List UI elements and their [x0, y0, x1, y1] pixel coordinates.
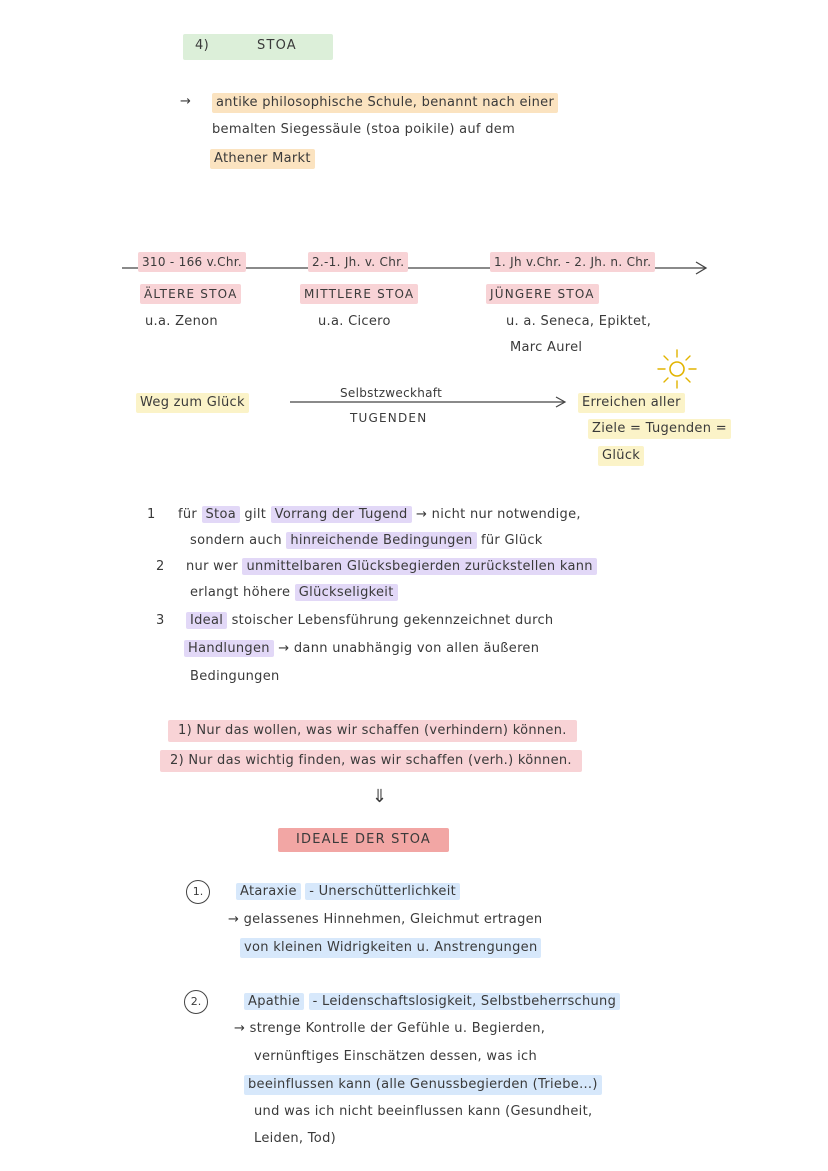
point2-line2 — [190, 584, 398, 602]
ideal2-line5: Leiden, Tod) — [254, 1131, 336, 1146]
point3-a: Ideal — [186, 612, 227, 629]
intro-line2: bemalten Siegessäule (stoa poikile) auf dem — [212, 122, 516, 137]
point2-a: nur wer — [186, 559, 239, 574]
rule-2: 2) Nur das wichtig finden, was wir schaffen (verh.) können. — [160, 750, 582, 772]
point3-num: 3 — [156, 613, 165, 628]
point3-l2b: → dann unabhängig von allen äußeren — [278, 641, 540, 656]
ideal2-line1: → strenge Kontrolle der Gefühle u. Begierden, — [234, 1021, 546, 1036]
point2-b: unmittelbaren Glücksbegierden zurückstellen kann — [242, 558, 596, 575]
point1-a: für — [178, 507, 198, 522]
point1-c: gilt — [244, 507, 267, 522]
heading-title: STOA — [257, 38, 297, 53]
period1-dates: 310 - 166 v.Chr. — [138, 252, 246, 272]
period1-name: ÄLTERE STOA — [140, 284, 241, 304]
ideal1-line1: → gelassenes Hinnehmen, Gleichmut ertragen — [228, 912, 543, 927]
point1-d: Vorrang der Tugend — [271, 506, 412, 523]
point1-e: → nicht nur notwendige, — [416, 507, 581, 522]
point1-l2b: hinreichende Bedingungen — [286, 532, 476, 549]
ideal2-num: 2. — [184, 990, 208, 1014]
intro-line1: antike philosophische Schule, benannt nach einer — [212, 93, 558, 113]
period2-dates: 2.-1. Jh. v. Chr. — [308, 252, 408, 272]
point3-b: stoischer Lebensführung gekennzeichnet durch — [231, 613, 554, 628]
period2-people: u.a. Cicero — [318, 314, 391, 329]
period3-name: JÜNGERE STOA — [486, 284, 599, 304]
path-end2: Ziele = Tugenden = — [588, 419, 731, 439]
period3-dates: 1. Jh v.Chr. - 2. Jh. n. Chr. — [490, 252, 655, 272]
period1-people: u.a. Zenon — [145, 314, 218, 329]
point3-line2 — [184, 640, 539, 658]
path-start: Weg zum Glück — [136, 393, 249, 413]
point2-l2a: erlangt höhere — [190, 585, 291, 600]
point3-l2a: Handlungen — [184, 640, 274, 657]
ideal2-line4: und was ich nicht beeinflussen kann (Gesundheit, — [254, 1104, 593, 1119]
path-end3: Glück — [598, 446, 644, 466]
ideal2-line3: beeinflussen kann (alle Genussbegierden (Triebe...) — [244, 1075, 602, 1095]
intro-line3: Athener Markt — [210, 149, 315, 169]
ideal2-def: - Leidenschaftslosigkeit, Selbstbeherrschung — [309, 993, 621, 1010]
ideal2-line2: vernünftiges Einschätzen dessen, was ich — [254, 1049, 538, 1064]
ideal1-head — [236, 883, 460, 901]
period3-people: u. a. Seneca, Epiktet, — [506, 314, 652, 329]
period3-people2: Marc Aurel — [510, 340, 583, 355]
ideals-title: IDEALE DER STOA — [278, 828, 449, 852]
point1-line2 — [190, 532, 543, 550]
sun-icon — [654, 347, 700, 391]
point3-line3: Bedingungen — [190, 669, 280, 684]
point1-l2a: sondern auch — [190, 533, 282, 548]
ideal1-def: - Unerschütterlichkeit — [305, 883, 460, 900]
heading-number: 4) — [195, 38, 209, 53]
point2-num: 2 — [156, 559, 165, 574]
path-below: TUGENDEN — [350, 411, 428, 425]
point3-line1 — [186, 612, 553, 630]
ideal2-head — [244, 993, 620, 1011]
conclusion-arrow: ⇓ — [372, 786, 388, 807]
ideal1-term: Ataraxie — [236, 883, 301, 900]
ideal1-num: 1. — [186, 880, 210, 904]
path-above: Selbstzweckhaft — [340, 386, 443, 400]
rule-1: 1) Nur das wollen, was wir schaffen (verhindern) können. — [168, 720, 577, 742]
point1-l2c: für Glück — [481, 533, 543, 548]
point1-line1 — [178, 506, 581, 524]
ideal1-line2: von kleinen Widrigkeiten u. Anstrengungen — [240, 938, 541, 958]
point1-b: Stoa — [202, 506, 240, 523]
ideal2-term: Apathie — [244, 993, 304, 1010]
path-end1: Erreichen aller — [578, 393, 685, 413]
point2-line1 — [186, 558, 597, 576]
point2-l2b: Glückseligkeit — [295, 584, 398, 601]
period2-name: MITTLERE STOA — [300, 284, 418, 304]
point1-num: 1 — [147, 507, 156, 522]
intro-arrow: → — [180, 94, 192, 109]
